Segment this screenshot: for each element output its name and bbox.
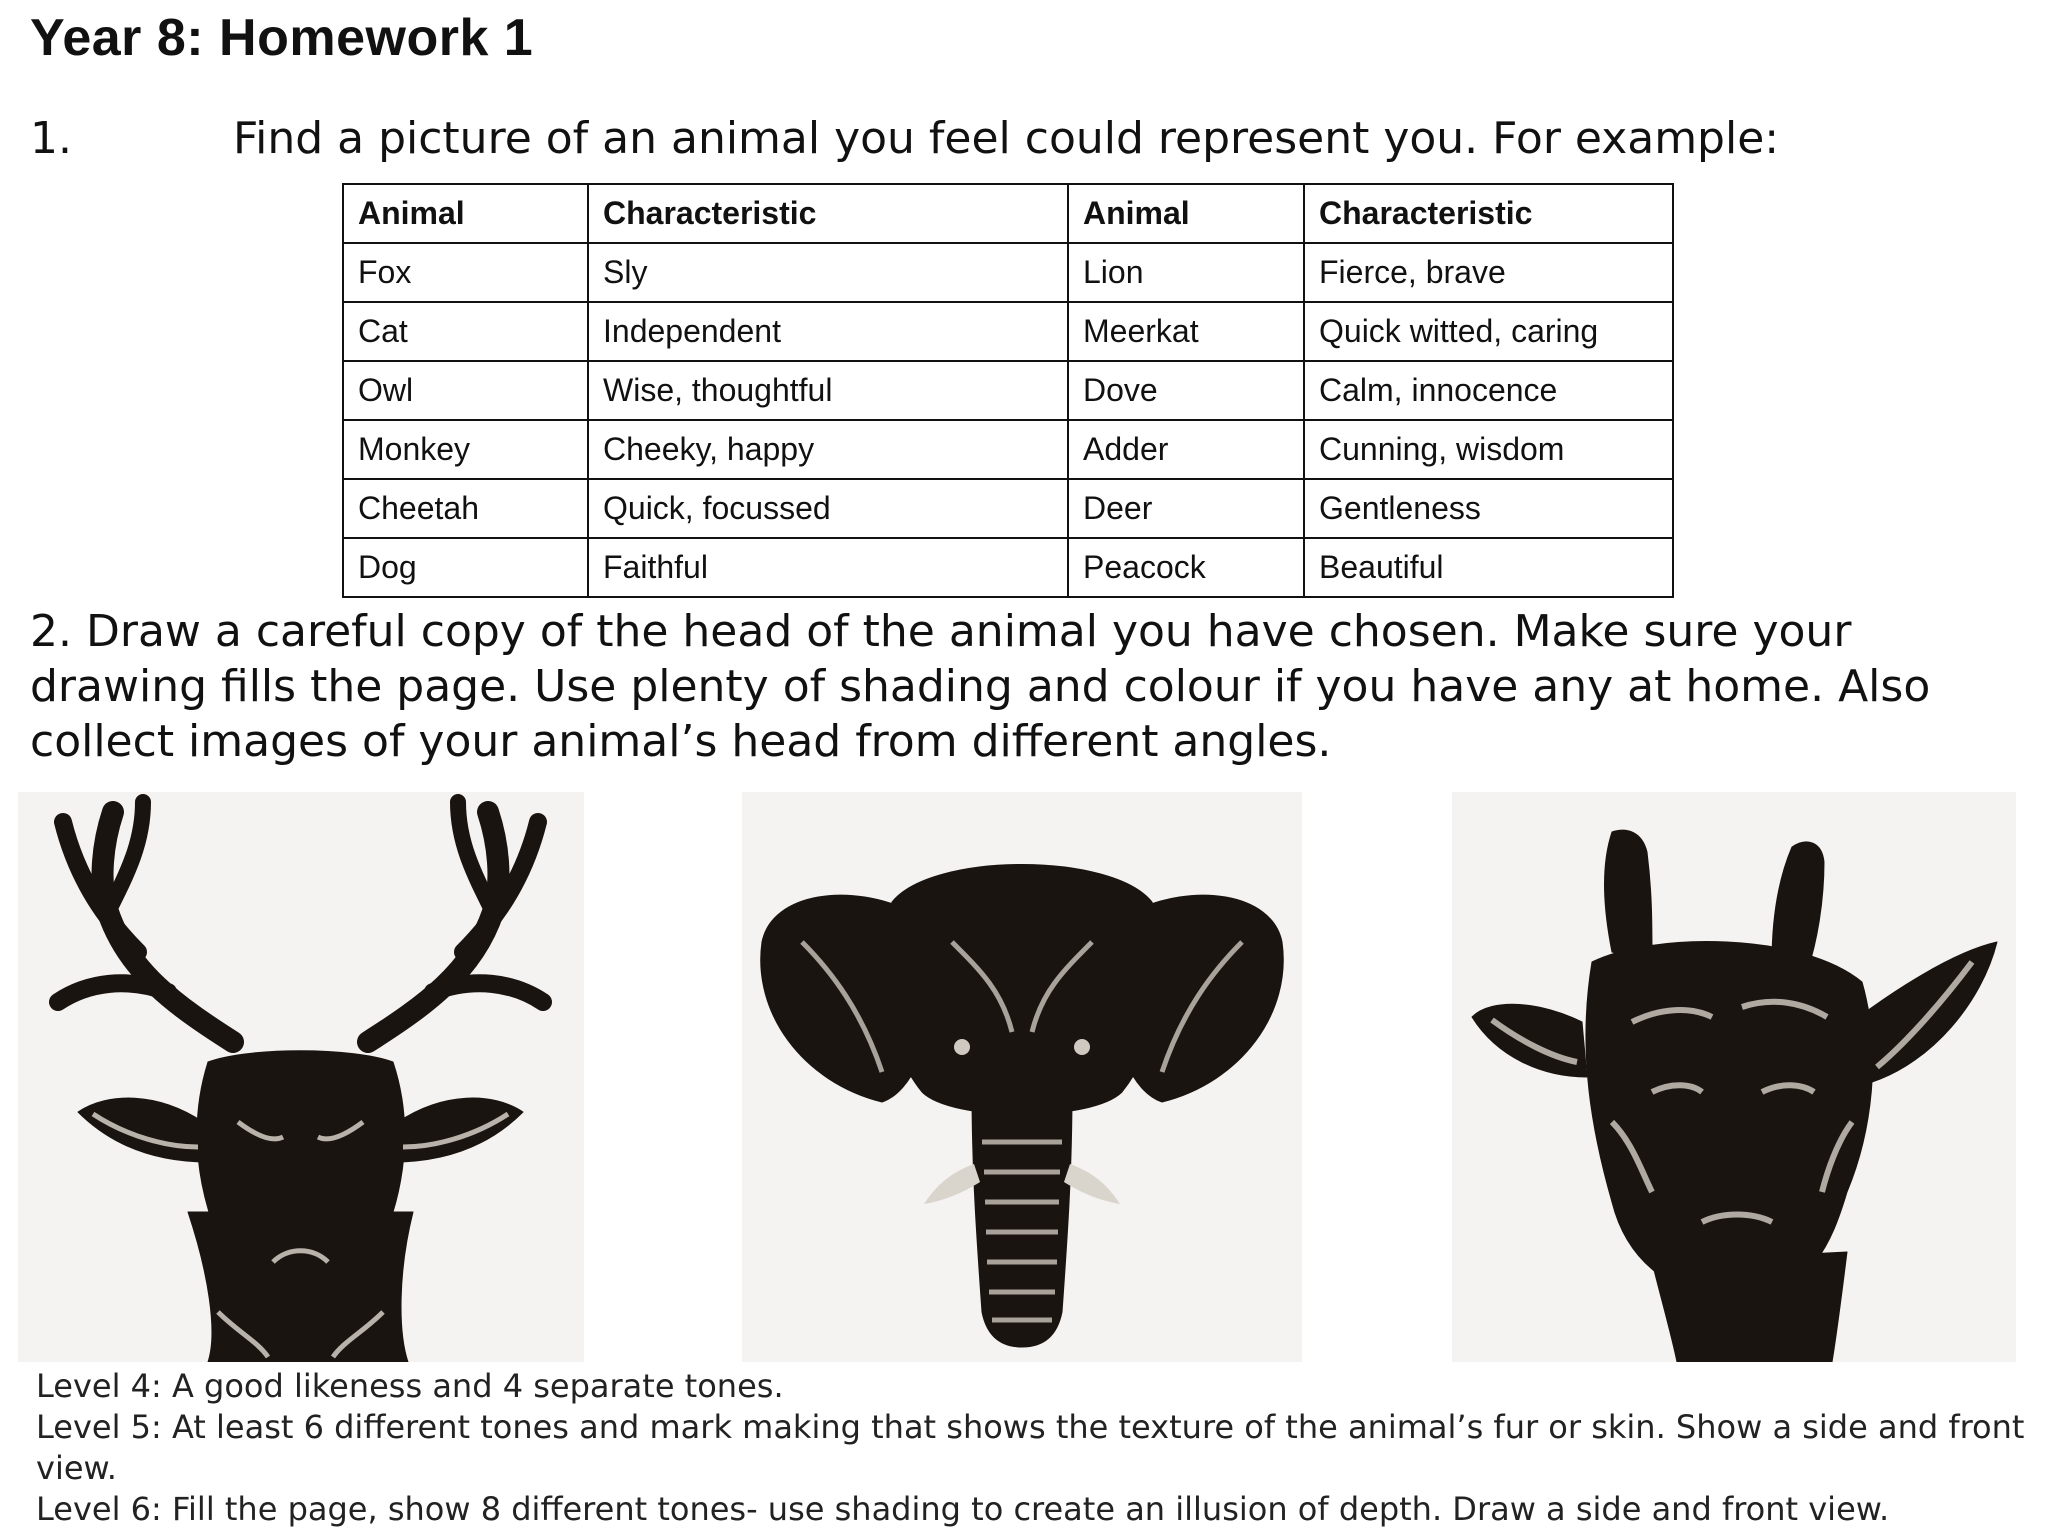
table-cell: Fierce, brave bbox=[1304, 243, 1673, 302]
table-row bbox=[343, 302, 1673, 361]
table-cell: Cheetah bbox=[343, 479, 588, 538]
question-1-text: Find a picture of an animal you feel could represent you. For example: bbox=[233, 113, 1780, 164]
table-cell: Deer bbox=[1068, 479, 1304, 538]
table-cell: Cat bbox=[343, 302, 588, 361]
table-cell: Owl bbox=[343, 361, 588, 420]
table-row bbox=[343, 420, 1673, 479]
giraffe-head-drawing bbox=[1452, 792, 2016, 1362]
table-cell: Adder bbox=[1068, 420, 1304, 479]
page-title: Year 8: Homework 1 bbox=[30, 9, 534, 67]
table-cell: Meerkat bbox=[1068, 302, 1304, 361]
deer-head-icon bbox=[18, 792, 584, 1362]
question-2-text: 2. Draw a careful copy of the head of the animal you have chosen. Make sure your drawing fills the page. Use plenty of shading and colour if you have any at home. Also collect images of your animal’s head from different angles. bbox=[30, 606, 1931, 767]
table-cell: Fox bbox=[343, 243, 588, 302]
table-row bbox=[343, 243, 1673, 302]
table-header-row bbox=[343, 184, 1673, 243]
animal-characteristics-table bbox=[342, 183, 1674, 598]
table-cell: Wise, thoughtful bbox=[588, 361, 1068, 420]
table-header: Animal bbox=[1068, 184, 1304, 243]
table-cell: Cheeky, happy bbox=[588, 420, 1068, 479]
table-cell: Cunning, wisdom bbox=[1304, 420, 1673, 479]
table-row bbox=[343, 538, 1673, 597]
table-cell: Peacock bbox=[1068, 538, 1304, 597]
table-cell: Faithful bbox=[588, 538, 1068, 597]
elephant-head-icon bbox=[742, 792, 1302, 1362]
table-cell: Dog bbox=[343, 538, 588, 597]
deer-head-drawing bbox=[18, 792, 584, 1362]
table-cell: Calm, innocence bbox=[1304, 361, 1673, 420]
table-cell: Lion bbox=[1068, 243, 1304, 302]
table-cell: Sly bbox=[588, 243, 1068, 302]
table-row bbox=[343, 479, 1673, 538]
level-5-criteria: Level 5: At least 6 different tones and mark making that shows the texture of the animal’s fur or skin. Show a side and front view. bbox=[36, 1408, 2025, 1487]
assessment-levels bbox=[36, 1366, 2036, 1530]
table-header: Characteristic bbox=[588, 184, 1068, 243]
table-cell: Monkey bbox=[343, 420, 588, 479]
table-cell: Beautiful bbox=[1304, 538, 1673, 597]
table-cell: Gentleness bbox=[1304, 479, 1673, 538]
giraffe-head-icon bbox=[1452, 792, 2016, 1362]
table-header: Characteristic bbox=[1304, 184, 1673, 243]
table-cell: Dove bbox=[1068, 361, 1304, 420]
elephant-head-drawing bbox=[742, 792, 1302, 1362]
table-header: Animal bbox=[343, 184, 588, 243]
table-row bbox=[343, 361, 1673, 420]
table-cell: Quick, focussed bbox=[588, 479, 1068, 538]
level-6-criteria: Level 6: Fill the page, show 8 different tones- use shading to create an illusion of depth. Draw a side and front view. bbox=[36, 1490, 1890, 1528]
question-1-number: 1. bbox=[30, 113, 72, 164]
level-4-criteria: Level 4: A good likeness and 4 separate tones. bbox=[36, 1367, 784, 1405]
table-cell: Quick witted, caring bbox=[1304, 302, 1673, 361]
table-cell: Independent bbox=[588, 302, 1068, 361]
